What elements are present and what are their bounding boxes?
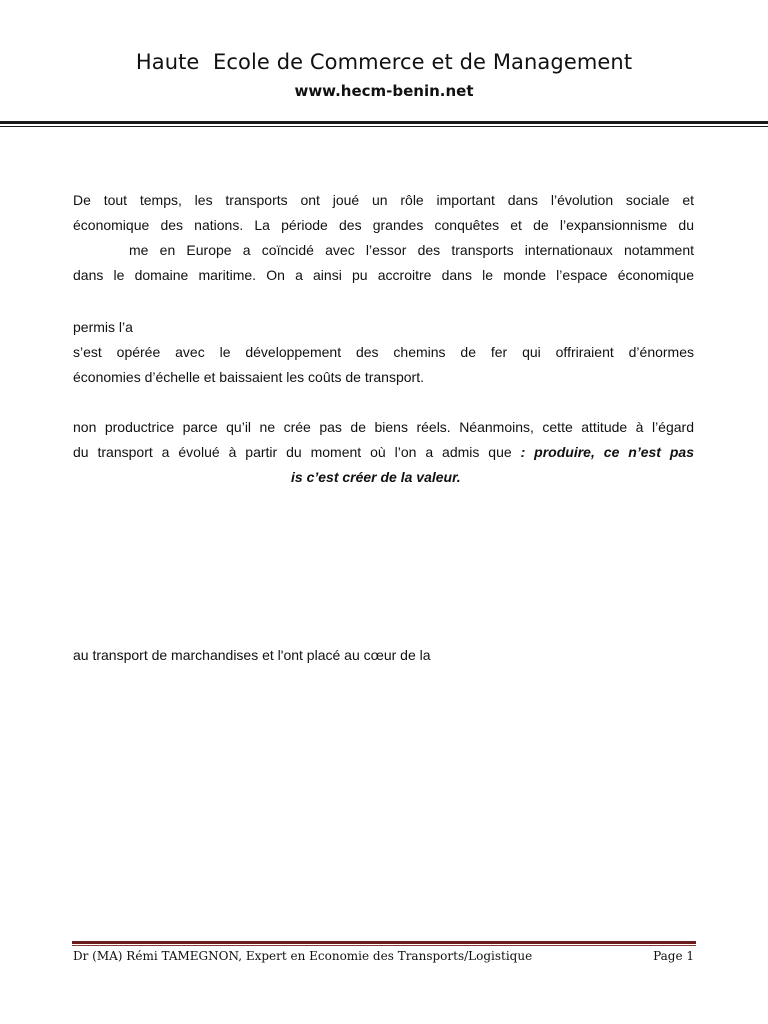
paragraph-2-line-2: s’est opérée avec le développement des chemins de fer qui offriraient d’énormes [73, 344, 694, 360]
paragraph-1-line-4: dans le domaine maritime. On a ainsi pu accroitre dans le monde l’espace économique [73, 267, 694, 283]
paragraph-1-line-2: économique des nations. La période des grandes conquêtes et de l’expansionnisme du [73, 217, 694, 233]
paragraph-1-line-3: me en Europe a coïncidé avec l’essor des transports internationaux notamment [129, 242, 694, 258]
emphasis-quote-start: : produire, ce n’est pas [520, 444, 695, 460]
paragraph-3-line-1: non productrice parce qu’il ne crée pas de biens réels. Néanmoins, cette attitude à l’égard [73, 419, 694, 435]
paragraph-4-line-1: au transport de marchandises et l'ont placé au cœur de la [73, 647, 431, 663]
paragraph-1-line-1: De tout temps, les transports ont joué un rôle important dans l’évolution sociale et [73, 192, 694, 208]
paragraph-2-line-3: économies d’échelle et baissaient les coûts de transport. [73, 369, 424, 385]
website-url[interactable]: www.hecm-benin.net [294, 82, 474, 100]
emphasis-quote-end: is c’est créer de la valeur. [291, 469, 461, 485]
footer-author: Dr (MA) Rémi TAMEGNON, Expert en Economie des Transports/Logistique [73, 949, 533, 963]
header-divider-thin [0, 126, 768, 127]
page-number: Page 1 [653, 949, 694, 963]
institution-title: Haute Ecole de Commerce et de Management [135, 50, 633, 74]
footer-divider-thin [72, 945, 696, 946]
paragraph-3-line-2 [73, 443, 694, 461]
paragraph-3-line-2-text: du transport a évolué à partir du moment où l’on a admis que [73, 444, 521, 460]
paragraph-2-line-1: permis l’a [73, 319, 133, 335]
footer-divider-thick [72, 941, 696, 944]
header-divider-thick [0, 121, 768, 124]
